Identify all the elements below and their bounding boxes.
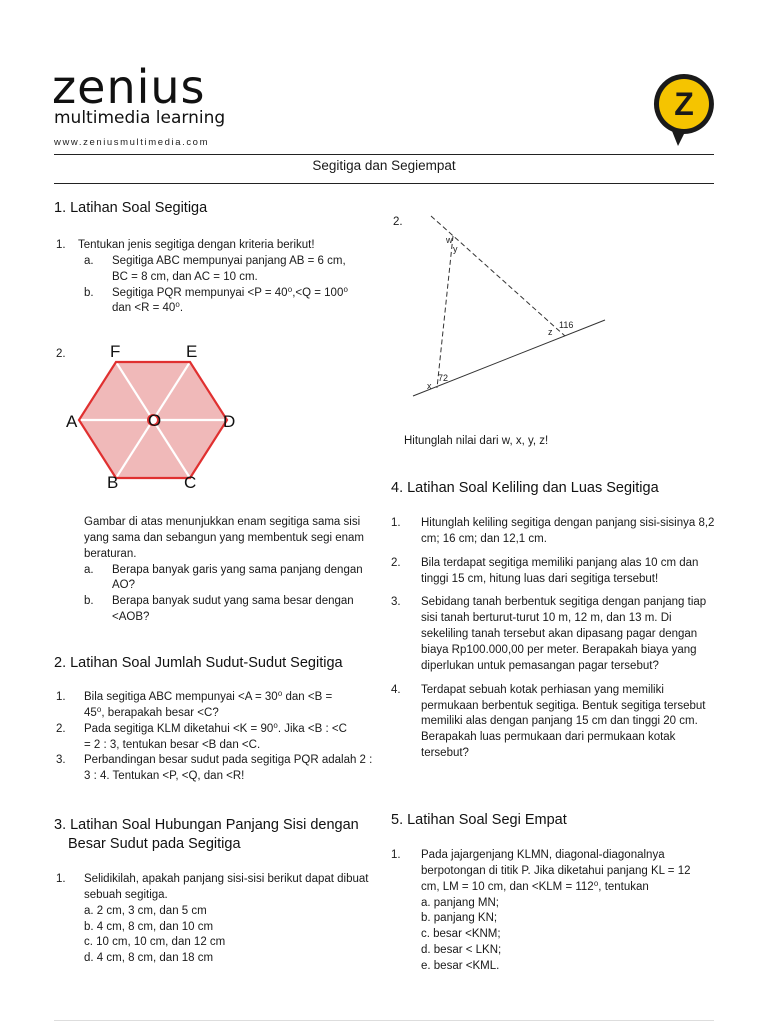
option-line: AO? [112, 579, 136, 592]
hex-label-F: F [110, 342, 121, 361]
question-line: berpotongan di titik P. Jika diketahui panjang KL = 12 [421, 864, 691, 877]
question-text: Tentukan jenis segitiga dengan kriteria berikut! [78, 239, 315, 251]
question-line: = 2 : 3, tentukan besar <B dan <C. [84, 738, 261, 751]
question-number: 3. [391, 596, 401, 609]
question-line: 45⁰, berapakah besar <C? [84, 706, 219, 719]
diagram-line-solid [413, 320, 605, 396]
question-number: 1. [56, 239, 66, 251]
footer-rule [54, 1020, 714, 1021]
list-item [391, 556, 715, 588]
header-rule-top [54, 154, 714, 155]
question-line: tersebut? [421, 747, 469, 760]
zenius-badge-icon [648, 72, 720, 148]
question-number: 1. [56, 873, 66, 885]
hex-label-E: E [186, 342, 198, 361]
option-line: BC = 8 cm, dan AC = 10 cm. [112, 270, 258, 283]
angle-label-w: w [446, 235, 453, 245]
sec4-question-list [391, 516, 715, 762]
option-line: Berapa banyak garis yang sama panjang dengan [112, 563, 363, 576]
question-line: Pada jajargenjang KLMN, diagonal-diagonalnya [421, 849, 665, 861]
paragraph-line: yang sama dan sebangun yang membentuk segi enam [84, 531, 365, 544]
sec1-question-2-number: 2. [56, 348, 66, 360]
diagram-line-dashed [431, 216, 565, 336]
brand-tagline: multimedia learning [54, 108, 226, 128]
hex-label-C: C [184, 473, 197, 490]
section-4-heading: 4. Latihan Soal Keliling dan Luas Segitiga [391, 480, 659, 496]
option-line: b. panjang KN; [421, 912, 498, 925]
brand-logo-text: zenius [52, 60, 206, 114]
question-line: Perbandingan besar sudut pada segitiga PQR adalah 2 : [84, 754, 373, 767]
hex-label-A: A [66, 412, 78, 431]
option-line: a. panjang MN; [421, 896, 499, 909]
list-item [391, 595, 715, 674]
option-line: Segitiga ABC mempunyai panjang AB = 6 cm, [112, 254, 346, 267]
option-line: d. besar < LKN; [421, 944, 502, 957]
list-item [391, 683, 715, 762]
question-line: Sebidang tanah berbentuk segitiga dengan panjang tiap [421, 596, 707, 609]
question-line: Terdapat sebuah kotak perhiasan yang memiliki [421, 683, 664, 696]
header-rule-bottom [54, 183, 714, 184]
question-line: Berapakah luas permukaan dari permukaan kotak [421, 731, 676, 744]
heading-line: 3. Latihan Soal Hubungan Panjang Sisi dengan [54, 817, 359, 833]
sec5-question-1 [391, 848, 715, 975]
badge-letter: Z [674, 86, 694, 122]
angle-diagram [405, 208, 615, 400]
question-number: 1. [391, 517, 401, 529]
angle-question-number: 2. [393, 216, 403, 228]
question-line: permukaan berbentuk segitiga. Bentuk segitiga tersebut [421, 699, 706, 712]
sec3-question-1 [54, 872, 384, 967]
angle-label-y: y [453, 244, 458, 254]
question-line: diperlukan untuk pemasangan pagar tersebut? [421, 659, 659, 672]
question-number: 2. [391, 556, 401, 569]
list-item [391, 516, 715, 548]
list-item [54, 753, 378, 785]
question-line: Bila segitiga ABC mempunyai <A = 30⁰ dan <B = [84, 691, 333, 703]
section-2-heading: 2. Latihan Soal Jumlah Sudut-Sudut Segitiga [54, 655, 343, 671]
hex-label-D: D [223, 412, 236, 431]
question-number: 4. [391, 683, 401, 696]
question-line: tinggi 15 cm, hitung luas dari segitiga tersebut! [421, 572, 659, 585]
question-number: 3. [56, 754, 66, 767]
angle-label-72: 72 [438, 373, 449, 383]
option-line: Berapa banyak sudut yang sama besar dengan [112, 595, 354, 608]
sec2-question-list [54, 690, 378, 785]
question-line: memiliki alas dengan panjang 15 cm dan tinggi 20 cm. [421, 715, 698, 728]
question-line: Hitunglah keliling segitiga dengan panjang sisi-sisinya 8,2 [421, 517, 715, 529]
page-title: Segitiga dan Segiempat [312, 158, 456, 173]
angle-label-z: z [548, 327, 553, 337]
question-line: Pada segitiga KLM diketahui <K = 90⁰. Jika <B : <C [84, 722, 347, 735]
question-line: 3 : 4. Tentukan <P, <Q, dan <R! [84, 770, 245, 783]
question-number: 1. [391, 849, 401, 861]
option-line: c. 10 cm, 10 cm, dan 12 cm [84, 936, 226, 949]
option-line: b. 4 cm, 8 cm, dan 10 cm [84, 920, 214, 933]
option-letter: a. [84, 254, 94, 267]
question-line: Selidikilah, apakah panjang sisi-sisi berikut dapat dibuat [84, 873, 369, 885]
angle-label-x: x [427, 381, 432, 391]
angle-question-text: Hitunglah nilai dari w, x, y, z! [404, 435, 549, 447]
option-line: c. besar <KNM; [421, 928, 501, 941]
angle-label-116: 116 [559, 320, 574, 330]
hex-label-O: O [148, 411, 162, 430]
option-line: e. besar <KML. [421, 960, 500, 973]
question-line: sebuah segitiga. [84, 888, 168, 901]
brand-url[interactable]: www.zeniusmultimedia.com [54, 137, 210, 148]
option-line: dan <R = 40⁰. [112, 302, 184, 315]
diagram-line-dashed [437, 236, 453, 388]
question-line: sisi tanah berturut-turut 10 m, 12 m, dan 13 m. Di [421, 612, 672, 625]
option-letter: b. [84, 286, 94, 299]
question-line: cm, LM = 10 cm, dan <KLM = 112⁰, tentukan [421, 880, 649, 893]
question-line: biaya Rp100.000,00 per meter. Berapakah biaya yang [421, 644, 697, 657]
question-line: sekeliling tanah tersebut akan dipasang pagar dengan [421, 628, 698, 641]
hex-label-B: B [107, 473, 119, 490]
option-letter: a. [84, 563, 94, 576]
paragraph-line: beraturan. [84, 547, 137, 560]
question-number: 1. [56, 691, 66, 703]
option-line: <AOB? [112, 611, 150, 624]
sec1-question-1 [54, 238, 384, 317]
question-line: cm; 16 cm; dan 12,1 cm. [421, 532, 547, 545]
option-line: d. 4 cm, 8 cm, dan 18 cm [84, 952, 214, 965]
heading-line: Besar Sudut pada Segitiga [68, 835, 241, 852]
hexagon-figure [62, 340, 252, 490]
option-letter: b. [84, 595, 94, 608]
section-1-heading: 1. Latihan Soal Segitiga [54, 200, 208, 216]
question-line: Bila terdapat segitiga memiliki panjang alas 10 cm dan [421, 556, 699, 569]
section-5-heading: 5. Latihan Soal Segi Empat [391, 812, 567, 828]
paragraph-line: Gambar di atas menunjukkan enam segitiga sama sisi [84, 516, 361, 528]
option-line: Segitiga PQR mempunyai <P = 40⁰,<Q = 100⁰ [112, 286, 348, 299]
question-number: 2. [56, 722, 66, 735]
list-item [54, 690, 378, 722]
sec1-question-2-text [84, 515, 378, 626]
list-item [54, 722, 378, 754]
option-line: a. 2 cm, 3 cm, dan 5 cm [84, 904, 207, 917]
section-3-heading [54, 816, 359, 854]
